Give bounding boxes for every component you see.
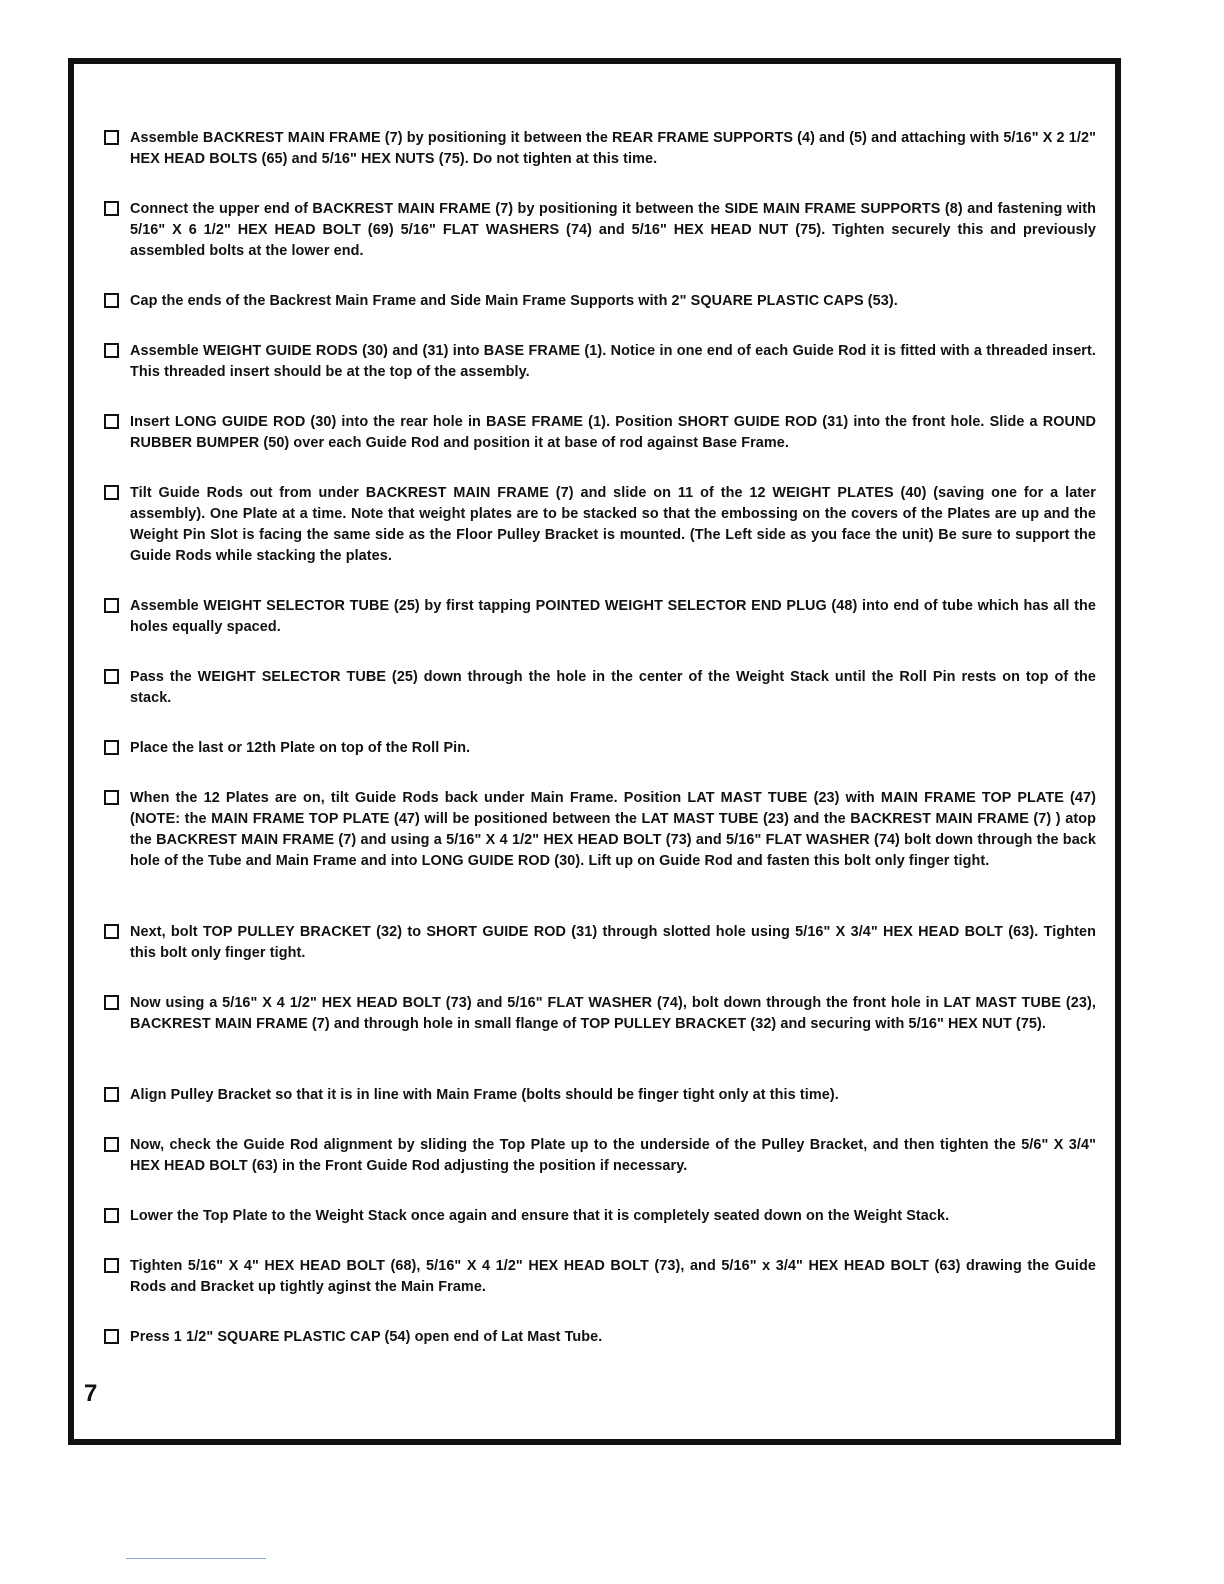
step-14: [100, 1135, 1096, 1177]
step-11-checkbox[interactable]: [104, 924, 119, 939]
step-14-checkbox[interactable]: [104, 1137, 119, 1152]
step-2-text: Connect the upper end of BACKREST MAIN FRAME (7) by positioning it between the SIDE MAIN FRAME SUPPORTS (8) and fastening with 5/16" X 6 1/2" HEX HEAD BOLT (69) 5/16" FLAT WASHERS (74) and 5/16" HEX HEAD NUT (75). Tighten securely this and previously assembled bolts at the lower end.: [130, 201, 1096, 259]
step-1-text: Assemble BACKREST MAIN FRAME (7) by positioning it between the REAR FRAME SUPPORTS (4) and (5) and attaching with 5/16" X 2 1/2" HEX HEAD BOLTS (65) and 5/16" HEX NUTS (75). Do not tighten at this time.: [130, 130, 1096, 167]
step-6-text: Tilt Guide Rods out from under BACKREST MAIN FRAME (7) and slide on 11 of the 12 WEIGHT PLATES (40) (saving one for a later assembly). One Plate at a time. Note that weight plates are to be stacked so that the embossing on the covers of the Plates are up and the Weight Pin Slot is facing the same side as the Floor Pulley Bracket is mounted. (The Left side as you face the unit) Be sure to support the Guide Rods while stacking the plates.: [130, 485, 1096, 564]
page-number: 7: [84, 1380, 98, 1407]
step-8: [100, 667, 1096, 709]
step-1: [100, 128, 1096, 170]
step-16-checkbox[interactable]: [104, 1258, 119, 1273]
step-7: [100, 596, 1096, 638]
step-12: [100, 993, 1096, 1056]
step-16-text: Tighten 5/16" X 4" HEX HEAD BOLT (68), 5/16" X 4 1/2" HEX HEAD BOLT (73), and 5/16" x 3/4" HEX HEAD BOLT (63) drawing the Guide Rods and Bracket up tightly aginst the Main Frame.: [130, 1258, 1096, 1295]
step-6: [100, 483, 1096, 567]
step-13-checkbox[interactable]: [104, 1087, 119, 1102]
step-1-checkbox[interactable]: [104, 130, 119, 145]
step-5: [100, 412, 1096, 454]
step-3: [100, 291, 1096, 312]
step-15-text: Lower the Top Plate to the Weight Stack once again and ensure that it is completely seated down on the Weight Stack.: [130, 1208, 950, 1224]
step-9: [100, 738, 1096, 759]
scan-edge-line: [126, 1558, 266, 1559]
step-13-text: Align Pulley Bracket so that it is in line with Main Frame (bolts should be finger tight only at this time).: [130, 1087, 839, 1103]
step-12-checkbox[interactable]: [104, 995, 119, 1010]
step-8-checkbox[interactable]: [104, 669, 119, 684]
step-16: [100, 1256, 1096, 1298]
step-10-text: When the 12 Plates are on, tilt Guide Rods back under Main Frame. Position LAT MAST TUBE (23) with MAIN FRAME TOP PLATE (47) (NOTE: the MAIN FRAME TOP PLATE (47) will be positioned between the LAT MAST TUBE (23) and the BACKREST MAIN FRAME (7) ) atop the BACKREST MAIN FRAME (7) and using a 5/16" X 4 1/2" HEX HEAD BOLT (73) and 5/16" FLAT WASHER (74) bolt down through the back hole of the Tube and Main Frame and into LONG GUIDE ROD (30). Lift up on Guide Rod and fasten this bolt only finger tight.: [130, 790, 1096, 869]
step-12-text: Now using a 5/16" X 4 1/2" HEX HEAD BOLT (73) and 5/16" FLAT WASHER (74), bolt down through the front hole in LAT MAST TUBE (23), BACKREST MAIN FRAME (7) and through hole in small flange of TOP PULLEY BRACKET (32) and securing with 5/16" HEX NUT (75).: [130, 995, 1096, 1032]
step-4-text: Assemble WEIGHT GUIDE RODS (30) and (31) into BASE FRAME (1). Notice in one end of each Guide Rod it is fitted with a threaded insert. This threaded insert should be at the top of the assembly.: [130, 343, 1096, 380]
step-2-checkbox[interactable]: [104, 201, 119, 216]
step-10-checkbox[interactable]: [104, 790, 119, 805]
step-2: [100, 199, 1096, 262]
step-9-checkbox[interactable]: [104, 740, 119, 755]
step-17-checkbox[interactable]: [104, 1329, 119, 1344]
step-11: [100, 922, 1096, 964]
step-11-text: Next, bolt TOP PULLEY BRACKET (32) to SHORT GUIDE ROD (31) through slotted hole using 5/16" X 3/4" HEX HEAD BOLT (63). Tighten this bolt only finger tight.: [130, 924, 1096, 961]
step-7-text: Assemble WEIGHT SELECTOR TUBE (25) by first tapping POINTED WEIGHT SELECTOR END PLUG (48) into end of tube which has all the holes equally spaced.: [130, 598, 1096, 635]
step-3-text: Cap the ends of the Backrest Main Frame and Side Main Frame Supports with 2" SQUARE PLASTIC CAPS (53).: [130, 293, 898, 309]
step-4-checkbox[interactable]: [104, 343, 119, 358]
step-15: [100, 1206, 1096, 1227]
step-8-text: Pass the WEIGHT SELECTOR TUBE (25) down through the hole in the center of the Weight Stack until the Roll Pin rests on top of the stack.: [130, 669, 1096, 706]
step-7-checkbox[interactable]: [104, 598, 119, 613]
step-10: [100, 788, 1096, 893]
step-5-checkbox[interactable]: [104, 414, 119, 429]
assembly-step-list: [100, 128, 1096, 1348]
step-3-checkbox[interactable]: [104, 293, 119, 308]
step-14-text: Now, check the Guide Rod alignment by sliding the Top Plate up to the underside of the Pulley Bracket, and then tighten the 5/6" X 3/4" HEX HEAD BOLT (63) in the Front Guide Rod adjusting the position if necessary.: [130, 1137, 1096, 1174]
step-4: [100, 341, 1096, 383]
step-5-text: Insert LONG GUIDE ROD (30) into the rear hole in BASE FRAME (1). Position SHORT GUIDE ROD (31) into the front hole. Slide a ROUND RUBBER BUMPER (50) over each Guide Rod and position it at base of rod against Base Frame.: [130, 414, 1096, 451]
step-6-checkbox[interactable]: [104, 485, 119, 500]
step-15-checkbox[interactable]: [104, 1208, 119, 1223]
step-13: [100, 1085, 1096, 1106]
step-9-text: Place the last or 12th Plate on top of the Roll Pin.: [130, 740, 471, 756]
step-17-text: Press 1 1/2" SQUARE PLASTIC CAP (54) open end of Lat Mast Tube.: [130, 1329, 603, 1345]
step-17: [100, 1327, 1096, 1348]
